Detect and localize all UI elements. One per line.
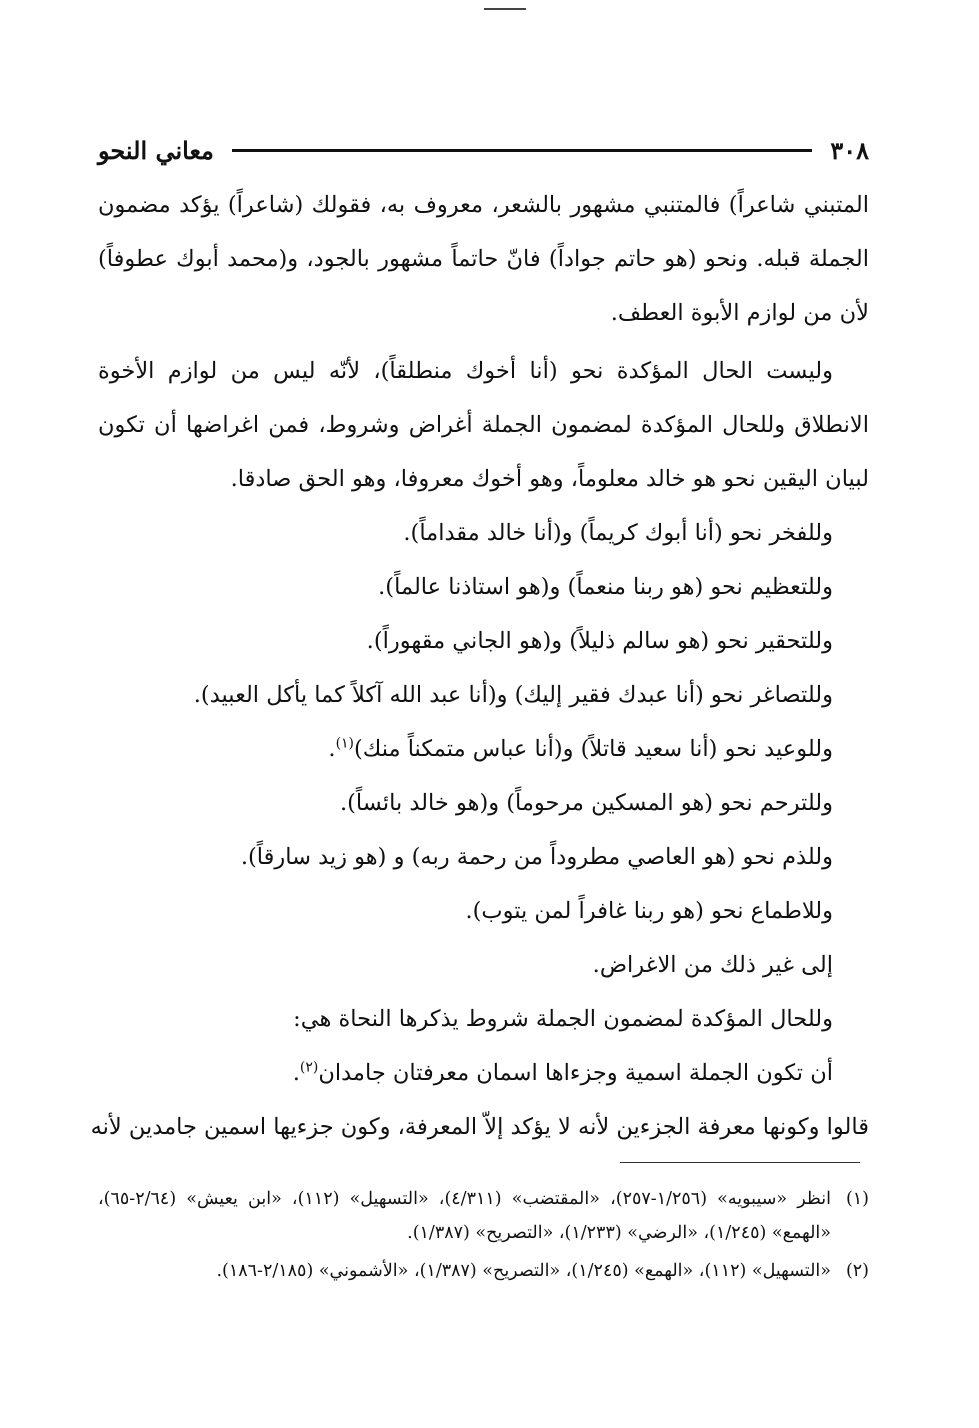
footnote-number: (٢) [845,1261,869,1281]
line-period: . [292,1060,300,1086]
footnote-text: انظر «سيبويه» (١/٢٥٦-٢٥٧)، «المقتضب» (٤/٣١١)، «التسهيل» (١١٢)، «ابن يعيش» (٢/٦٤-٦٥)، «الهمع» (١/٢٤٥)، «الرضي» (١/٢٣٣)، «التصريح» (١/٣٨٧). [98,1189,831,1243]
footnote-2 [98,1254,869,1288]
line-period: . [328,736,336,762]
footnote-1 [98,1182,869,1250]
footnotes [98,1182,869,1292]
page-number: ٣٠٨ [830,135,869,165]
running-head: معاني النحو [98,135,214,165]
main-text [90,178,869,1154]
example-line-hope: وللاطماع نحو (هو ربنا غافراً لمن يتوب). [465,898,833,924]
example-line-compassion: وللترحم نحو (هو المسكين مرحوماً) و(هو خالد بائساً). [339,790,833,816]
footnote-separator [620,1162,860,1163]
paragraph-1: المتبني شاعراً) فالمتنبي مشهور بالشعر، معروف به، فقولك (شاعراً) يؤكد مضمون الجملة قبله. ونحو (هو حاتم جواداً) فانّ حاتماً مشهور بالجود، و(محمد أبوك عطوفاً) لأن من لوازم الأبوة العطف. [98,192,869,326]
example-line-glorification: وللتعظيم نحو (هو ربنا منعماً) و(هو استاذنا عالماً). [378,574,833,600]
example-line-humility: وللتصاغر نحو (أنا عبدك فقير إليك) و(أنا عبد الله آكلاً كما يأكل العبيد). [193,682,833,708]
other-purposes-line: إلى غير ذلك من الاغراض. [592,952,833,978]
condition-line [98,1046,869,1100]
page-header [98,128,869,172]
paragraph-2: وليست الحال المؤكدة نحو (أنا أخوك منطلقاً)، لأنّه ليس من لوازم الأخوة الانطلاق وللحال المؤكدة لمضمون الجملة أغراض وشروط، فمن اغراضها أن تكون لبيان اليقين نحو هو خالد معلوماً، وهو أخوك معروفا، وهو الحق صادقا. [98,358,869,492]
last-body-line: قالوا وكونها معرفة الجزءين لأنه لا يؤكد إلاّ المعرفة، وكون جزءيها اسمين جامدين لأنه [90,1114,869,1140]
example-line-blame: وللذم نحو (هو العاصي مطروداً من رحمة ربه) و (هو زيد سارقاً). [240,844,833,870]
footnote-number: (١) [845,1189,869,1209]
footnote-text: «التسهيل» (١١٢)، «الهمع» (١/٢٤٥)، «التصريح» (١/٣٨٧)، «الأشموني» (٢/١٨٥-١٨٦). [216,1261,831,1281]
example-line-pride: وللفخر نحو (أنا أبوك كريماً) و(أنا خالد مقداماً). [403,520,833,546]
footnote-ref-1: (١) [335,735,354,752]
example-line-threat-text: وللوعيد نحو (أنا سعيد قاتلاً) و(أنا عباس متمكناً منك) [353,736,833,762]
footnote-ref-2: (٢) [299,1059,319,1076]
condition-line-text: أن تكون الجملة اسمية وجزءاها اسمان معرفتان جامدان [318,1060,833,1086]
top-edge-mark [484,8,526,10]
example-line-threat [98,722,869,776]
header-rule [232,149,812,152]
conditions-intro-line: وللحال المؤكدة لمضمون الجملة شروط يذكرها النحاة هي: [293,1006,833,1032]
example-line-contempt: وللتحقير نحو (هو سالم ذليلاً) و(هو الجاني مقهوراً). [366,628,833,654]
